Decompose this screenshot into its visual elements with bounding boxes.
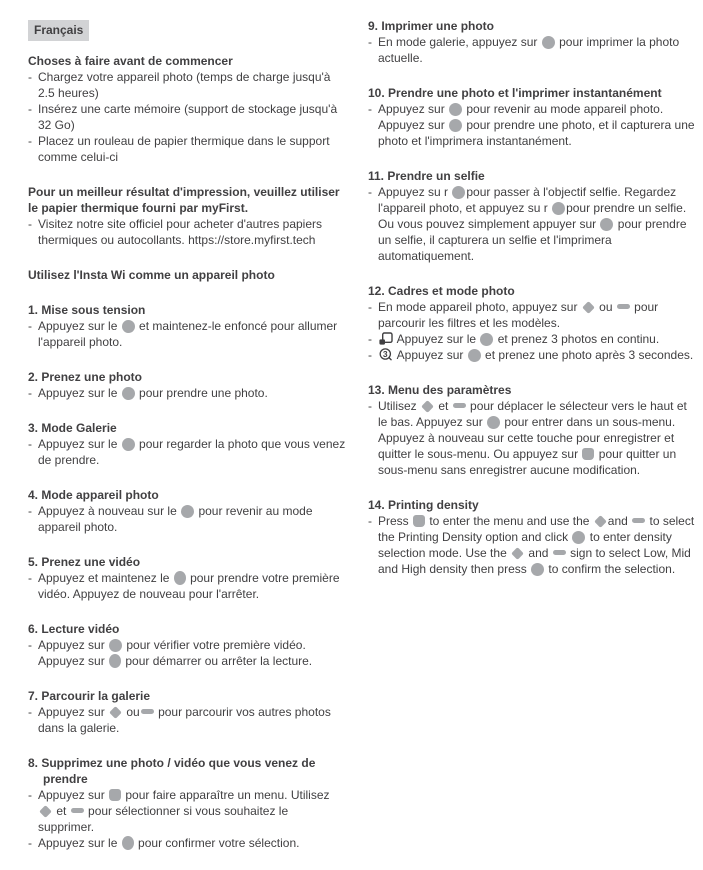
- bullet-dash: -: [368, 399, 372, 413]
- bullet-item: - Press to enter the menu and use the and to select the Printing Density option and click to enter density selection mode. Use the and sign to select Low, Mid and High density then press to confirm the selection.: [368, 514, 695, 576]
- up-button-icon: [421, 401, 434, 412]
- section-heading: Pour un meilleur résultat d'impression, veuillez utiliser le papier thermique fourni par myFirst.: [28, 185, 340, 215]
- bullet-item: - Utilisez et pour déplacer le sélecteur vers le haut et le bas. Appuyez sur pour entrer dans un sous-menu. Appuyez à nouveau sur cette touche pour enregistrer et quitter le sous-menu. Ou appuyez sur pour quitter un sous-menu sans enregistrer aucune modification.: [368, 399, 687, 477]
- section-heading: 4. Mode appareil photo: [28, 488, 159, 502]
- round-button-icon: [480, 333, 493, 346]
- section: [28, 755, 347, 851]
- section: [28, 302, 347, 350]
- left-column: [28, 20, 347, 870]
- section: [368, 497, 698, 577]
- bullet-continuation: Appuyez sur pour démarrer ou arrêter la lecture.: [38, 654, 313, 668]
- section: [28, 267, 347, 283]
- right-sections: [368, 18, 698, 577]
- bullet-item: - Appuyez sur pour faire apparaître un menu. Utilisez et pour sélectionner si vous souhaitez le supprimer.: [28, 788, 330, 834]
- section-heading: 14. Printing density: [368, 498, 479, 512]
- down-button-icon: [632, 518, 645, 523]
- menu-back-button-icon: [109, 789, 121, 801]
- bullet-item: - Appuyez sur ou pour parcourir vos autres photos dans la galerie.: [28, 705, 331, 735]
- round-button-icon: [109, 639, 122, 652]
- bullet-item: - Visitez notre site officiel pour acheter d'autres papiers thermiques ou autocollants. https://store.myfirst.tech: [28, 217, 323, 247]
- bullet-dash: -: [28, 571, 32, 585]
- bullet-item: - Appuyez sur pour vérifier votre première vidéo.: [28, 638, 306, 652]
- round-button-icon: [542, 36, 555, 49]
- bullet-item: - Appuyez su r pour passer à l'objectif selfie. Regardez l'appareil photo, et appuyez su r pour prendre un selfie. Ou vous pouvez simplement appuyer sur pour prendre un selfie, il capturera un selfie et l'imprimera automatiquement.: [368, 185, 687, 263]
- bullet-item: - Appuyez et maintenez le pour prendre votre première vidéo. Appuyez de nouveau pour l'arrêter.: [28, 571, 340, 601]
- section: [368, 85, 698, 149]
- bullet-item: - Insérez une carte mémoire (support de stockage jusqu'à 32 Go): [28, 102, 338, 132]
- svg-text:3: 3: [382, 348, 388, 359]
- up-button-icon: [109, 707, 122, 718]
- down-button-icon: [453, 403, 466, 408]
- section-heading: 9. Imprimer une photo: [368, 19, 495, 33]
- bullet-dash: -: [28, 70, 32, 84]
- shutter-button-icon: [109, 654, 121, 668]
- section-heading: 5. Prenez une vidéo: [28, 555, 141, 569]
- right-column: [368, 18, 698, 596]
- up-button-icon: [594, 516, 607, 527]
- down-button-icon: [71, 808, 84, 813]
- language-badge: Français: [28, 20, 89, 41]
- shutter-button-icon: [122, 836, 134, 850]
- bullet-item: - Chargez votre appareil photo (temps de charge jusqu'à 2.5 heures): [28, 70, 331, 100]
- round-button-icon: [122, 387, 135, 400]
- bullet-dash: -: [28, 134, 32, 148]
- section-heading: Utilisez l'Insta Wi comme un appareil photo: [28, 268, 275, 282]
- bullet-dash: -: [28, 217, 32, 231]
- bullet-dash: -: [28, 638, 32, 652]
- bullet-item: - En mode appareil photo, appuyez sur ou pour parcourir les filtres et les modèles.: [368, 300, 659, 330]
- section: [28, 53, 347, 165]
- menu-back-button-icon: [582, 448, 594, 460]
- section: [368, 18, 698, 66]
- bullet-dash: -: [368, 35, 372, 49]
- bullet-item: - Appuyez sur le et maintenez-le enfoncé pour allumer l'appareil photo.: [28, 319, 338, 349]
- section: [368, 382, 698, 478]
- round-button-icon: [449, 119, 462, 132]
- round-button-icon: [122, 438, 135, 451]
- round-button-icon: [487, 416, 500, 429]
- bullet-dash: -: [368, 185, 372, 199]
- section-heading: 10. Prendre une photo et l'imprimer instantanément: [368, 86, 662, 100]
- section-heading: 12. Cadres et mode photo: [368, 284, 515, 298]
- bullet-dash: -: [368, 514, 372, 528]
- bullet-dash: -: [28, 102, 32, 116]
- section: [368, 168, 698, 264]
- section: [368, 283, 698, 363]
- down-button-icon: [553, 550, 566, 555]
- bullet-dash: -: [28, 836, 32, 850]
- round-button-icon: [449, 103, 462, 116]
- section: [28, 554, 347, 602]
- round-button-icon: [452, 186, 465, 199]
- bullet-item: - Appuyez à nouveau sur le pour revenir au mode appareil photo.: [28, 504, 313, 534]
- bullet-item: - Appuyez sur le pour regarder la photo que vous venez de prendre.: [28, 437, 346, 467]
- bullet-dash: -: [368, 102, 372, 116]
- round-button-icon: [552, 202, 565, 215]
- bullet-item: - Appuyez sur le pour confirmer votre sélection.: [28, 836, 300, 850]
- bullet-continuation: Appuyez sur pour prendre une photo, et il capturera une photo et l'imprimera instantanément.: [378, 118, 695, 148]
- round-button-icon: [468, 349, 481, 362]
- round-button-icon: [600, 218, 613, 231]
- bullet-item: - Appuyez sur le et prenez 3 photos en continu.: [368, 332, 660, 346]
- section: [28, 621, 347, 669]
- section-heading: 8. Supprimez une photo / vidéo que vous venez de prendre: [28, 756, 316, 786]
- section-heading: 3. Mode Galerie: [28, 421, 117, 435]
- bullet-dash: -: [28, 788, 32, 802]
- bullet-dash: -: [368, 300, 372, 314]
- section: [28, 184, 347, 248]
- bullet-item: - 3 Appuyez sur et prenez une photo après 3 secondes.: [368, 348, 694, 362]
- bullet-item: - Placez un rouleau de papier thermique dans le support comme celui-ci: [28, 134, 330, 164]
- bullet-item: - Appuyez sur le pour prendre une photo.: [28, 386, 268, 400]
- bullet-dash: -: [368, 332, 372, 346]
- bullet-dash: -: [28, 504, 32, 518]
- down-button-icon: [141, 709, 154, 714]
- section-heading: 13. Menu des paramètres: [368, 383, 512, 397]
- section-heading: Choses à faire avant de commencer: [28, 54, 233, 68]
- bullet-dash: -: [28, 319, 32, 333]
- section: [28, 688, 347, 736]
- up-button-icon: [582, 302, 595, 313]
- up-button-icon: [511, 548, 524, 559]
- section: [28, 369, 347, 401]
- section-heading: 1. Mise sous tension: [28, 303, 146, 317]
- menu-back-button-icon: [413, 515, 425, 527]
- bullet-dash: -: [28, 705, 32, 719]
- round-button-icon: [181, 505, 194, 518]
- bullet-dash: -: [28, 386, 32, 400]
- section-heading: 11. Prendre un selfie: [368, 169, 485, 183]
- left-sections: [28, 53, 347, 851]
- burst-mode-icon: [379, 332, 393, 345]
- bullet-dash: -: [368, 348, 372, 362]
- round-button-icon: [122, 320, 135, 333]
- section-heading: 7. Parcourir la galerie: [28, 689, 151, 703]
- section: [28, 487, 347, 535]
- down-button-icon: [617, 304, 630, 309]
- round-button-icon: [531, 563, 544, 576]
- section: [28, 420, 347, 468]
- section-heading: 6. Lecture vidéo: [28, 622, 120, 636]
- timer-3s-icon: [379, 348, 393, 361]
- shutter-button-icon: [174, 571, 186, 585]
- bullet-item: - En mode galerie, appuyez sur pour imprimer la photo actuelle.: [368, 35, 680, 65]
- bullet-item: - Appuyez sur pour revenir au mode appareil photo.: [368, 102, 664, 116]
- section-heading: 2. Prenez une photo: [28, 370, 143, 384]
- up-button-icon: [39, 806, 52, 817]
- round-button-icon: [572, 531, 585, 544]
- bullet-dash: -: [28, 437, 32, 451]
